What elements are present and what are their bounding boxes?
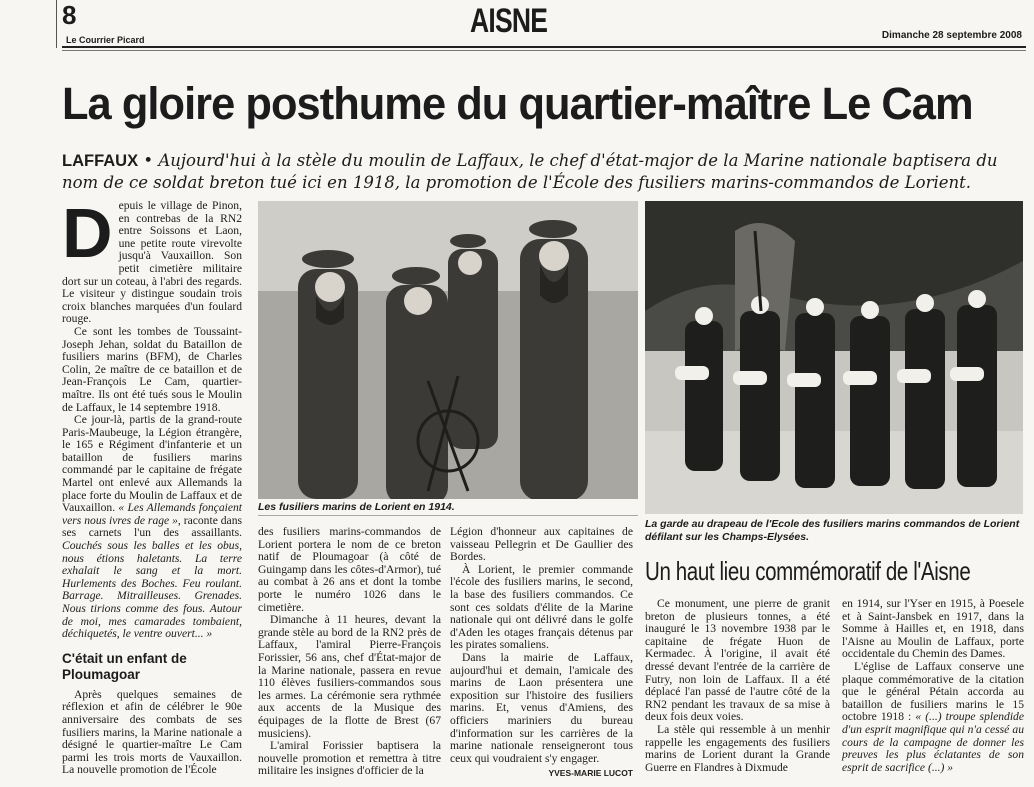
photo-caption-2: La garde au drapeau de l'Ecole des fusiliers marins commandos de Lorient défilant sur les Champs-Elysées.: [645, 518, 1020, 543]
article-headline: La gloire posthume du quartier-maître Le Cam: [62, 78, 973, 129]
photo-parade-champs-elysees: [645, 201, 1023, 514]
photo-caption-1: Les fusiliers marins de Lorient en 1914.: [258, 499, 638, 515]
article-paragraph: L'amiral Forissier baptisera la nouvelle promotion et remettra à titre militaire les insignes d'officier de la: [258, 739, 441, 778]
issue-date: Dimanche 28 septembre 2008: [881, 30, 1022, 41]
article-paragraph: À Lorient, le premier commande l'école des fusiliers marins, le second, la base des fusiliers commandos. Ce sont ces soldats d'élite de la Marine nationale qui ont délivré dans le golfe d'Aden les otages français détenus par les pirates somaliens.: [450, 562, 633, 652]
publication-name: Le Courrier Picard: [66, 35, 145, 45]
sidebar-paragraph: Ce monument, une pierre de granit breton de plusieurs tonnes, a été inauguré le 13 novembre 1938 par le capitaine de frégate Huon de Kermadec. À l'origine, il avait été dressé devant l'entrée de la carrière de Futry, non loin de Laffaux. Il a été déplacé l'an passé de l'autre côté de la RN2 pendant les travaux de sa mise à deux fois deux voies.: [645, 597, 830, 724]
article-paragraph: Ce sont les tombes de Toussaint-Joseph Jehan, soldat du Bataillon de fusiliers marins (BFM), de Charles Colin, 2e maître de ce bataillon et de Jean-François Le Cam, quartier-maître. Ils ont été tués sous le Moulin de Laffaux, le 14 septembre 1918.: [62, 324, 242, 414]
photo-fusiliers-1914: [258, 201, 638, 516]
article-paragraph: Dimanche à 11 heures, devant la grande stèle au bord de la RN2 près de Laffaux, l'amiral Pierre-François Forissier, 56 ans, chef d'État-major de la Marine nationale, passera en revue 110 élèves fusiliers-commandos sous les armes. La cérémonie sera rythmée aux accents de la Musique des équipages de la flotte de Brest (67 musiciens).: [258, 613, 441, 740]
article-paragraph: [62, 194, 242, 326]
article-column-1: [62, 194, 243, 777]
article-paragraph: Dans la mairie de Laffaux, aujourd'hui et demain, l'amicale des marins de Laon présentera une exposition sur l'histoire des fusiliers marins. Et, venus d'Amiens, des officiers mariniers du bureau d'information sur les carrières de la marine nationale renseigneront tous ceux qui voudraient s'y engager.: [450, 650, 633, 765]
article-column-3: [450, 526, 633, 780]
lead-kicker: LAFFAUX: [62, 152, 139, 170]
article-paragraph: Après quelques semaines de réflexion et afin de célébrer le 90e anniversaire des combats de ses fusiliers marins, la Marine nationale a désigné le quartier-maître Le Cam parmi les trois morts de Vauxaillon. La nouvelle promotion de l'École: [62, 687, 242, 777]
drop-cap: D: [62, 194, 113, 272]
lead-text: • Aujourd'hui à la stèle du moulin de Laffaux, le chef d'état-major de la Marine nationale baptisera du nom de ce soldat breton tué ici en 1918, la promotion de l'École des fusiliers marins-commandos de Lorient.: [62, 151, 998, 192]
photo-fusiliers-illustration: [258, 201, 638, 516]
article-lead: [62, 150, 1022, 194]
article-paragraph: Légion d'honneur aux capitaines de vaisseau Pellegrin et De Gaullier des Bordes.: [450, 525, 633, 564]
quote-text: « Les Allemands fonçaient vers nous ivres de rage »: [62, 501, 242, 527]
article-paragraph: [62, 414, 242, 641]
quote-text: Couchés sous les balles et les obus, nous étions haletants. La terre exhalait le sang et la mort. Hurlements des Boches. Feu roulant. Barrage. Mitrailleuses. Grenades. Nous tirions comme des fous. Autour de moi, mes camarades tombaient, déchiquetés, le ventre ouvert... »: [62, 539, 242, 641]
article-signature: YVES-MARIE LUCOT: [548, 768, 633, 779]
article-column-2: [258, 526, 441, 778]
header-rule-thin: [62, 50, 1026, 51]
paragraph-text: epuis le village de Pinon, en contrebas de la RN2 entre Soissons et Laon, une petite route virevolte jusqu'à Vauxaillon. Son petit cimetière militaire dort sur un coteau, à l'abri des regards. Le visiteur y distingue soudain trois croix blanches marquées d'un foulard rouge.: [62, 199, 242, 326]
header-divider: [56, 0, 57, 48]
sidebar-column-1: [645, 598, 830, 774]
paragraph-text: L'église de Laffaux conserve une plaque commémorative de la citation que le général Pétain accorda au bataillon de fusiliers marins le 15 octobre 1918 :: [842, 659, 1024, 724]
sidebar-headline: Un haut lieu commémoratif de l'Aisne: [645, 556, 971, 586]
section-title: AISNE: [470, 2, 548, 40]
article-paragraph: des fusiliers marins-commandos de Lorient portera le nom de ce breton natif de Ploumagoar (à côté de Guingamp dans les côtes-d'Armor), tué au combat à 26 ans et dont la tombe porte le numéro 1026 dans le cimetière.: [258, 525, 441, 614]
quote-text: « (...) troupe splendide d'un esprit magnifique qui n'a cessé au cours de la campagne de donner les preuves les plus éclatantes de son esprit de sacrifice (...) »: [842, 710, 1024, 774]
photo-parade-illustration: [645, 201, 1023, 514]
sidebar-column-2: [842, 598, 1024, 774]
paragraph-text: , raconte dans ses carnets l'un des assaillants.: [62, 513, 243, 540]
page-number: 8: [62, 0, 77, 30]
sidebar-paragraph: en 1914, sur l'Yser en 1915, à Poesele et à Saint-Jansbek en 1917, dans la Somme à Hailles et, en 1918, dans l'Aisne au Moulin de Laffaux, porte occidentale du Chemin des Dames.: [842, 597, 1024, 661]
article-subhead: C'était un enfant de Ploumagoar: [62, 650, 187, 682]
sidebar-paragraph: [842, 661, 1024, 774]
paragraph-text: Ce jour-là, partis de la grand-route Paris-Maubeuge, la Légion étrangère, le 165 e Régiment d'infanterie et un bataillon de fusiliers marins commandé par le capitaine de frégate Martel ont enlevé aux Allemands la place forte du Moulin de Laffaux et de Vauxaillon.: [62, 413, 242, 515]
sidebar-paragraph: La stèle qui ressemble à un menhir rappelle les engagements des fusiliers marins de Lorient durant la Grande Guerre en Flandres à Dixmude: [645, 722, 830, 774]
header-rule: [62, 46, 1026, 48]
